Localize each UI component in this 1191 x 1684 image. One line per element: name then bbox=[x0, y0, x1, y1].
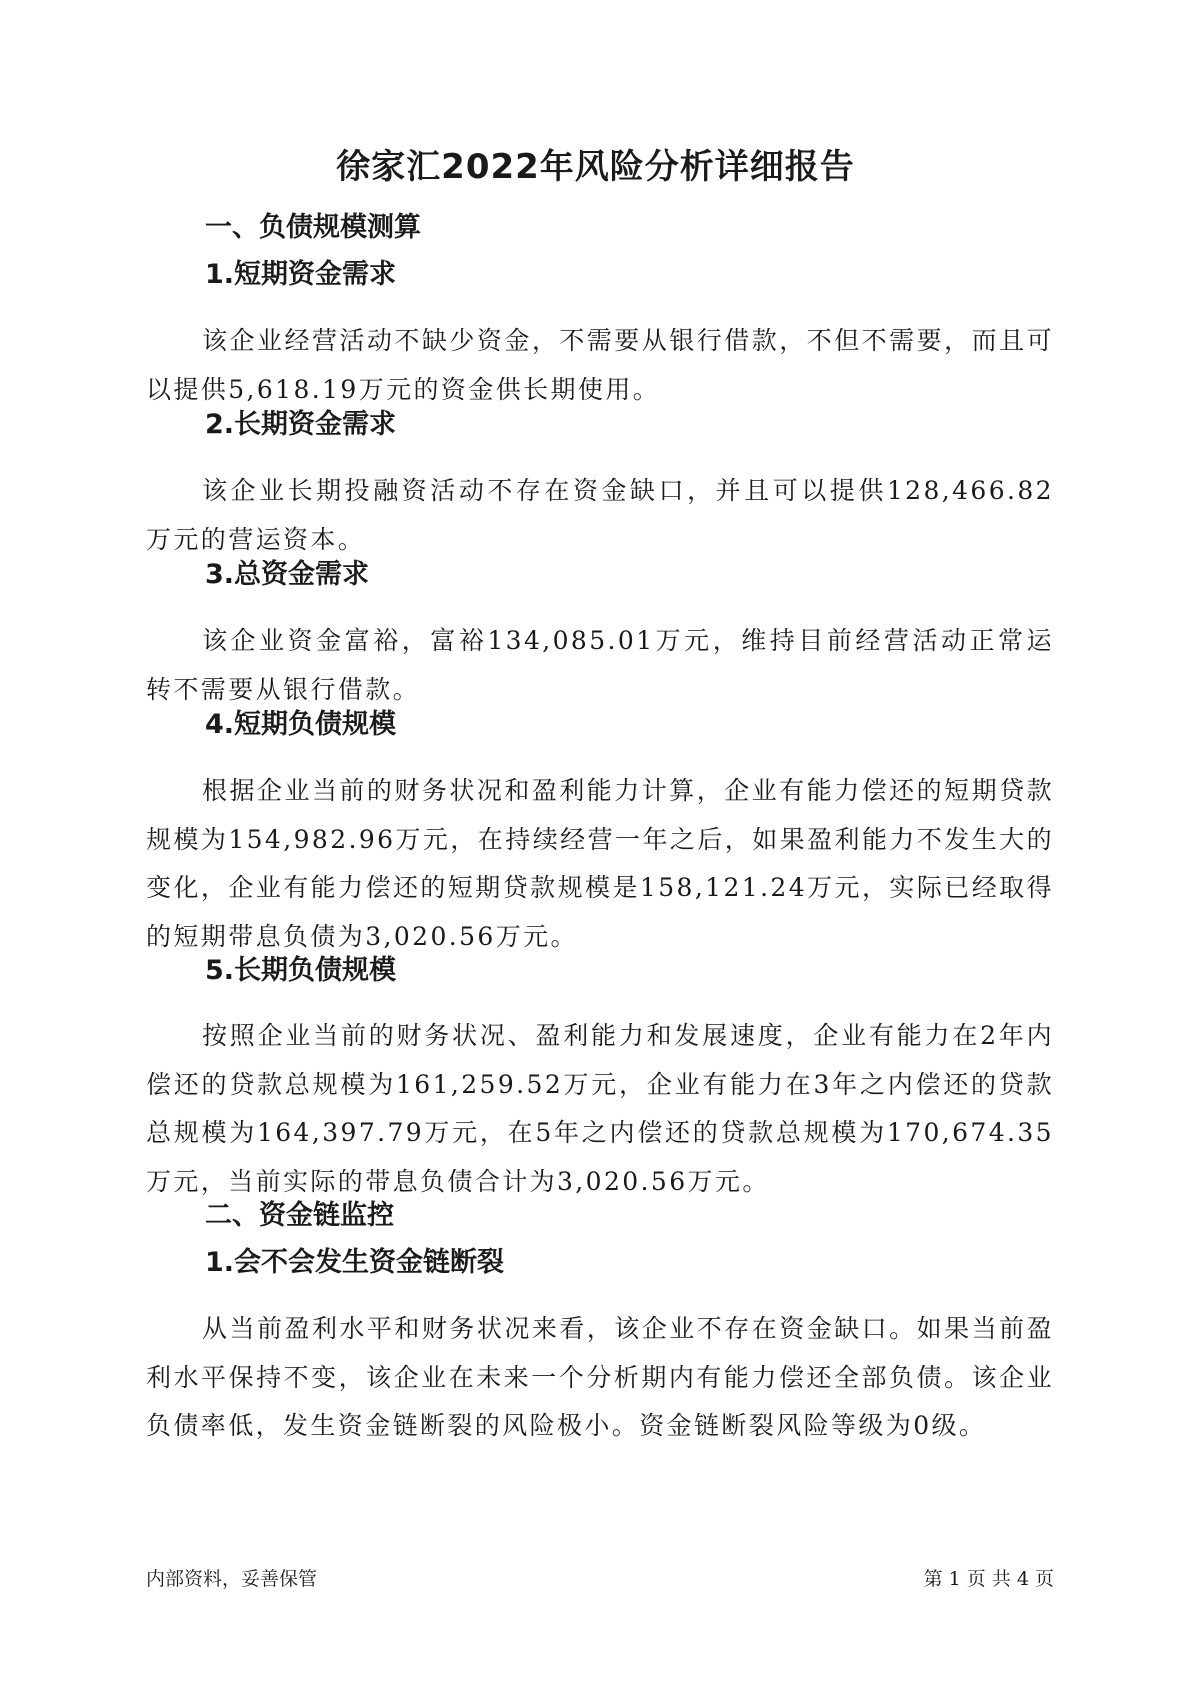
subheading-total-funding: 3.总资金需求 bbox=[205, 559, 370, 590]
subheading-short-term-funding: 1.短期资金需求 bbox=[205, 259, 397, 290]
paragraph-total-funding: 该企业资金富裕，富裕134,085.01万元，维持目前经营活动正常运转不需要从银行借款。 bbox=[146, 626, 1054, 704]
document-title: 徐家汇2022年风险分析详细报告 bbox=[336, 147, 855, 187]
paragraph-short-term-funding: 该企业经营活动不缺少资金，不需要从银行借款，不但不需要，而且可以提供5,618.19万元的资金供长期使用。 bbox=[146, 326, 1054, 404]
subheading-long-term-debt: 5.长期负债规模 bbox=[205, 955, 397, 986]
footer-page-indicator: 第 1 页 共 4 页 bbox=[923, 1568, 1054, 1590]
paragraph-long-term-debt: 按照企业当前的财务状况、盈利能力和发展速度，企业有能力在2年内偿还的贷款总规模为161,259.52万元，企业有能力在3年之内偿还的贷款总规模为164,397.79万元，在5年之内偿还的贷款总规模为170,674.35万元，当前实际的带息负债合计为3,020.56万元。 bbox=[146, 1021, 1054, 1196]
footer-confidential-note: 内部资料，妥善保管 bbox=[146, 1568, 318, 1590]
subheading-long-term-funding: 2.长期资金需求 bbox=[205, 409, 397, 440]
subheading-short-term-debt: 4.短期负债规模 bbox=[205, 709, 397, 740]
paragraph-short-term-debt: 根据企业当前的财务状况和盈利能力计算，企业有能力偿还的短期贷款规模为154,982.96万元，在持续经营一年之后，如果盈利能力不发生大的变化，企业有能力偿还的短期贷款规模是158,121.24万元，实际已经取得的短期带息负债为3,020.56万元。 bbox=[146, 776, 1054, 951]
section-heading-capital-chain: 二、资金链监控 bbox=[205, 1200, 394, 1231]
subheading-capital-chain-break: 1.会不会发生资金链断裂 bbox=[205, 1247, 505, 1278]
section-heading-debt-scale: 一、负债规模测算 bbox=[205, 212, 421, 243]
paragraph-long-term-funding: 该企业长期投融资活动不存在资金缺口，并且可以提供128,466.82万元的营运资本。 bbox=[146, 476, 1054, 554]
paragraph-capital-chain-break: 从当前盈利水平和财务状况来看，该企业不存在资金缺口。如果当前盈利水平保持不变，该企业在未来一个分析期内有能力偿还全部负债。该企业负债率低，发生资金链断裂的风险极小。资金链断裂风险等级为0级。 bbox=[146, 1314, 1054, 1440]
